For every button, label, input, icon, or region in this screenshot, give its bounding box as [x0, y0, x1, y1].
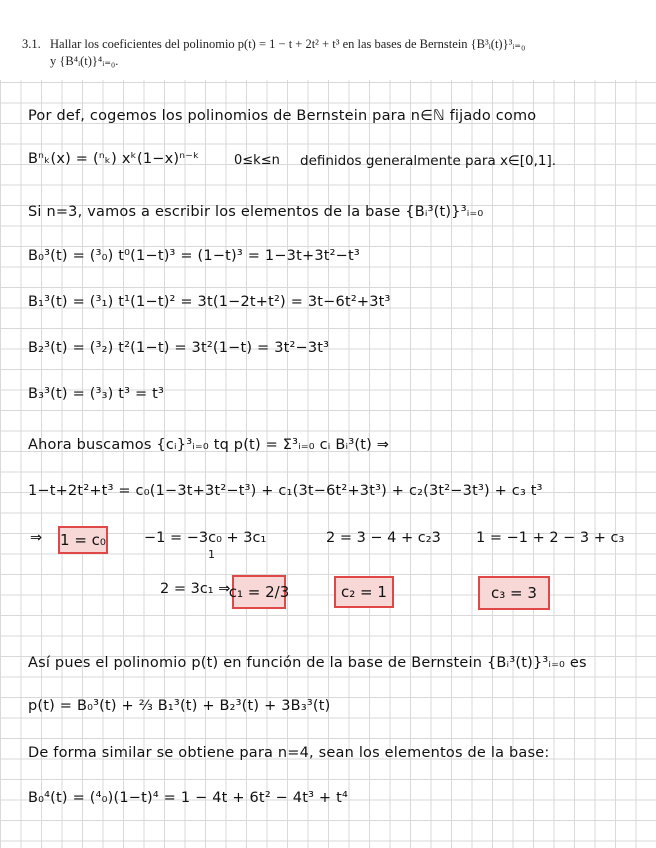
similar-n4-line: De forma similar se obtiene para n=4, sean los elementos de la base:	[28, 745, 550, 761]
basis-b40: B₀⁴(t) = (⁴₀)(1−t)⁴ = 1 − 4t + 6t² − 4t³ + t⁴	[28, 790, 348, 806]
c3-result-box: c₃ = 3	[478, 576, 550, 610]
basis-b3: B₃³(t) = (³₃) t³ = t³	[28, 386, 165, 402]
definition-line: Por def, cogemos los polinomios de Bernstein para n∈ℕ fijado como	[28, 108, 537, 124]
problem-statement	[22, 36, 642, 70]
basis-b1: B₁³(t) = (³₁) t¹(1−t)² = 3t(1−2t+t²) = 3t−6t²+3t³	[28, 294, 391, 310]
c1-result-box: c₁ = 2/3	[232, 575, 286, 609]
index-range: 0≤k≤n	[234, 153, 280, 168]
expansion-equation: 1−t+2t²+t³ = c₀(1−3t+3t²−t³) + c₁(3t−6t²+3t³) + c₂(3t²−3t³) + c₃ t³	[28, 483, 543, 499]
equation-c1-solve: 2 = 3c₁ ⇒	[160, 581, 231, 597]
problem-line-2: y {B⁴ᵢ(t)}⁴ᵢ₌₀.	[50, 54, 119, 68]
search-coefficients-line: Ahora buscamos {cᵢ}³ᵢ₌₀ tq p(t) = Σ³ᵢ₌₀ cᵢ Bᵢ³(t) ⇒	[28, 437, 390, 453]
implies-arrow: ⇒	[30, 530, 43, 546]
c0-result-box: 1 = c₀	[58, 526, 108, 554]
equation-c1: −1 = −3c₀ + 3c₁	[144, 530, 267, 546]
result-expression: p(t) = B₀³(t) + ⅔ B₁³(t) + B₂³(t) + 3B₃³(t)	[28, 698, 331, 714]
n3-line: Si n=3, vamos a escribir los elementos de la base {Bᵢ³(t)}³ᵢ₌₀	[28, 204, 484, 220]
bernstein-formula: Bⁿₖ(x) = (ⁿₖ) xᵏ(1−x)ⁿ⁻ᵏ	[28, 151, 200, 167]
conclusion-line: Así pues el polinomio p(t) en función de la base de Bernstein {Bᵢ³(t)}³ᵢ₌₀ es	[28, 655, 587, 671]
problem-line-1: Hallar los coeficientes del polinomio p(t) = 1 − t + 2t² + t³ en las bases de Bernstein {B³ᵢ(t)}³ᵢ₌₀	[50, 37, 526, 51]
equation-c2: 2 = 3 − 4 + c₂3	[326, 530, 441, 546]
c2-result-box: c₂ = 1	[334, 576, 394, 608]
basis-b0: B₀³(t) = (³₀) t⁰(1−t)³ = (1−t)³ = 1−3t+3t²−t³	[28, 248, 360, 264]
equation-c1-substitution: 1	[208, 548, 215, 561]
problem-number: 3.1.	[22, 37, 41, 51]
equation-c3: 1 = −1 + 2 − 3 + c₃	[476, 530, 625, 546]
domain-text: definidos generalmente para x∈[0,1].	[300, 153, 557, 169]
basis-b2: B₂³(t) = (³₂) t²(1−t) = 3t²(1−t) = 3t²−3t³	[28, 340, 330, 356]
